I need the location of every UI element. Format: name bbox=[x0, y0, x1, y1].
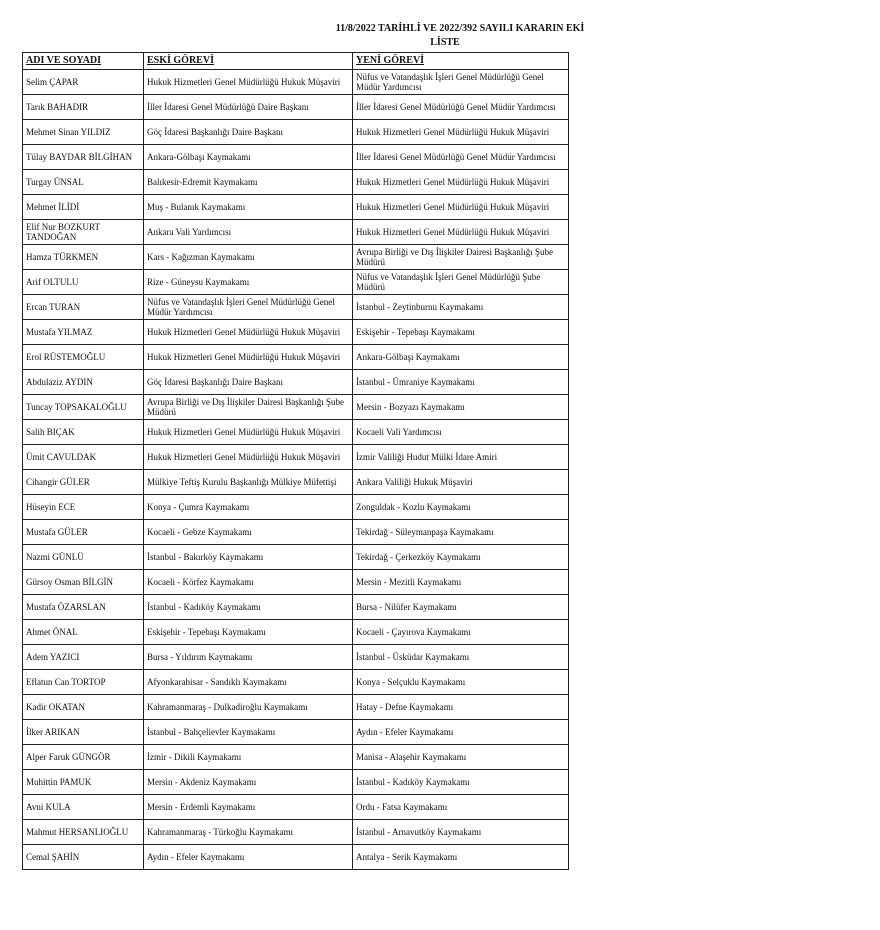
table-row bbox=[23, 620, 569, 645]
table-row bbox=[23, 420, 569, 445]
cell-old-post: İstanbul - Bahçelievler Kaymakamı bbox=[144, 720, 353, 745]
cell-old-post: İzmir - Dikili Kaymakamı bbox=[144, 745, 353, 770]
cell-name: Avni KULA bbox=[23, 795, 144, 820]
appointments-table bbox=[22, 52, 569, 870]
table-row bbox=[23, 220, 569, 245]
cell-new-post: Antalya - Serik Kaymakamı bbox=[353, 845, 569, 870]
cell-new-post: Kocaeli Vali Yardımcısı bbox=[353, 420, 569, 445]
cell-old-post: Hukuk Hizmetleri Genel Müdürlüğü Hukuk Müşaviri bbox=[144, 70, 353, 95]
cell-name: İlker ARIKAN bbox=[23, 720, 144, 745]
cell-new-post: Hukuk Hizmetleri Genel Müdürlüğü Hukuk Müşaviri bbox=[353, 195, 569, 220]
cell-new-post: İstanbul - Üsküdar Kaymakamı bbox=[353, 645, 569, 670]
cell-name: Cemal ŞAHİN bbox=[23, 845, 144, 870]
cell-name: Hüseyin ECE bbox=[23, 495, 144, 520]
cell-name: Tuncay TOPSAKALOĞLU bbox=[23, 395, 144, 420]
cell-name: Selim ÇAPAR bbox=[23, 70, 144, 95]
table-row bbox=[23, 520, 569, 545]
cell-new-post: Hatay - Defne Kaymakamı bbox=[353, 695, 569, 720]
table-row bbox=[23, 795, 569, 820]
cell-new-post: İzmir Valiliği Hudut Mülki İdare Amiri bbox=[353, 445, 569, 470]
cell-new-post: Zonguldak - Kozlu Kaymakamı bbox=[353, 495, 569, 520]
cell-new-post: İstanbul - Kadıköy Kaymakamı bbox=[353, 770, 569, 795]
cell-name: Mehmet Sinan YILDIZ bbox=[23, 120, 144, 145]
cell-new-post: Nüfus ve Vatandaşlık İşleri Genel Müdürlüğü Genel Müdür Yardımcısı bbox=[353, 70, 569, 95]
cell-old-post: Kocaeli - Gebze Kaymakamı bbox=[144, 520, 353, 545]
cell-new-post: Ankara-Gölbaşı Kaymakamı bbox=[353, 345, 569, 370]
cell-old-post: Afyonkarahisar - Sandıklı Kaymakamı bbox=[144, 670, 353, 695]
cell-old-post: Mülkiye Teftiş Kurulu Başkanlığı Mülkiye Müfettişi bbox=[144, 470, 353, 495]
cell-old-post: Hukuk Hizmetleri Genel Müdürlüğü Hukuk Müşaviri bbox=[144, 445, 353, 470]
cell-new-post: İstanbul - Zeytinburnu Kaymakamı bbox=[353, 295, 569, 320]
cell-name: Ahmet ÖNAL bbox=[23, 620, 144, 645]
cell-new-post: Hukuk Hizmetleri Genel Müdürlüğü Hukuk Müşaviri bbox=[353, 120, 569, 145]
cell-name: Cihangir GÜLER bbox=[23, 470, 144, 495]
table-row bbox=[23, 70, 569, 95]
cell-old-post: İstanbul - Bakırköy Kaymakamı bbox=[144, 545, 353, 570]
cell-name: Alper Faruk GÜNGÖR bbox=[23, 745, 144, 770]
table-row bbox=[23, 645, 569, 670]
cell-old-post: Hukuk Hizmetleri Genel Müdürlüğü Hukuk Müşaviri bbox=[144, 320, 353, 345]
cell-new-post: Mersin - Mezitli Kaymakamı bbox=[353, 570, 569, 595]
cell-name: Adem YAZICI bbox=[23, 645, 144, 670]
cell-new-post: Tekirdağ - Süleymanpaşa Kaymakamı bbox=[353, 520, 569, 545]
table-row bbox=[23, 670, 569, 695]
cell-new-post: Ankara Valiliği Hukuk Müşaviri bbox=[353, 470, 569, 495]
column-header-name: ADI VE SOYADI bbox=[23, 53, 144, 70]
cell-name: Turgay ÜNSAL bbox=[23, 170, 144, 195]
cell-name: Mustafa ÖZARSLAN bbox=[23, 595, 144, 620]
cell-name: Mustafa YILMAZ bbox=[23, 320, 144, 345]
table-row bbox=[23, 770, 569, 795]
cell-new-post: Avrupa Birliği ve Dış İlişkiler Dairesi Başkanlığı Şube Müdürü bbox=[353, 245, 569, 270]
cell-name: Salih BIÇAK bbox=[23, 420, 144, 445]
cell-old-post: Mersin - Erdemli Kaymakamı bbox=[144, 795, 353, 820]
table-row bbox=[23, 570, 569, 595]
cell-old-post: Muş - Bulanık Kaymakamı bbox=[144, 195, 353, 220]
cell-name: Ercan TURAN bbox=[23, 295, 144, 320]
cell-new-post: İller İdaresi Genel Müdürlüğü Genel Müdür Yardımcısı bbox=[353, 95, 569, 120]
title-line-decision: 11/8/2022 TARİHLİ VE 2022/392 SAYILI KARARIN EKİ bbox=[335, 23, 585, 34]
cell-name: Hamza TÜRKMEN bbox=[23, 245, 144, 270]
cell-old-post: Göç İdaresi Başkanlığı Daire Başkanı bbox=[144, 120, 353, 145]
cell-new-post: Hukuk Hizmetleri Genel Müdürlüğü Hukuk Müşaviri bbox=[353, 170, 569, 195]
cell-name: Mustafa GÜLER bbox=[23, 520, 144, 545]
cell-new-post: Tekirdağ - Çerkezköy Kaymakamı bbox=[353, 545, 569, 570]
cell-name: Muhittin PAMUK bbox=[23, 770, 144, 795]
cell-new-post: Mersin - Bozyazı Kaymakamı bbox=[353, 395, 569, 420]
cell-old-post: Eskişehir - Tepebaşı Kaymakamı bbox=[144, 620, 353, 645]
table-row bbox=[23, 145, 569, 170]
table-row bbox=[23, 845, 569, 870]
table-row bbox=[23, 470, 569, 495]
cell-name: Nazmi GÜNLÜ bbox=[23, 545, 144, 570]
cell-name: Kadir OKATAN bbox=[23, 695, 144, 720]
cell-old-post: Balıkesir-Edremit Kaymakamı bbox=[144, 170, 353, 195]
cell-name: Mehmet İLİDİ bbox=[23, 195, 144, 220]
cell-name: Abdulaziz AYDIN bbox=[23, 370, 144, 395]
table-row bbox=[23, 170, 569, 195]
cell-old-post: Mersin - Akdeniz Kaymakamı bbox=[144, 770, 353, 795]
cell-old-post: İller İdaresi Genel Müdürlüğü Daire Başkanı bbox=[144, 95, 353, 120]
table-row bbox=[23, 120, 569, 145]
cell-old-post: Rize - Güneysu Kaymakamı bbox=[144, 270, 353, 295]
cell-name: Mahmut HERSANLIOĞLU bbox=[23, 820, 144, 845]
table-row bbox=[23, 295, 569, 320]
cell-old-post: Konya - Çumra Kaymakamı bbox=[144, 495, 353, 520]
table-header-row bbox=[23, 53, 569, 70]
cell-new-post: İller İdaresi Genel Müdürlüğü Genel Müdür Yardımcısı bbox=[353, 145, 569, 170]
cell-old-post: Kahramanmaraş - Türkoğlu Kaymakamı bbox=[144, 820, 353, 845]
cell-name: Eflatun Can TORTOP bbox=[23, 670, 144, 695]
cell-old-post: Kocaeli - Körfez Kaymakamı bbox=[144, 570, 353, 595]
cell-new-post: Bursa - Nilüfer Kaymakamı bbox=[353, 595, 569, 620]
title-line-list: LİSTE bbox=[430, 37, 460, 48]
cell-old-post: Hukuk Hizmetleri Genel Müdürlüğü Hukuk Müşaviri bbox=[144, 420, 353, 445]
cell-old-post: Ankara Vali Yardımcısı bbox=[144, 220, 353, 245]
cell-old-post: Bursa - Yıldırım Kaymakamı bbox=[144, 645, 353, 670]
cell-new-post: Konya - Selçuklu Kaymakamı bbox=[353, 670, 569, 695]
cell-new-post: Nüfus ve Vatandaşlık İşleri Genel Müdürlüğü Şube Müdürü bbox=[353, 270, 569, 295]
document-title bbox=[0, 22, 880, 50]
cell-old-post: Ankara-Gölbaşı Kaymakamı bbox=[144, 145, 353, 170]
cell-name: Gürsoy Osman BİLGİN bbox=[23, 570, 144, 595]
cell-name: Erol RÜSTEMOĞLU bbox=[23, 345, 144, 370]
cell-new-post: Kocaeli - Çayırova Kaymakamı bbox=[353, 620, 569, 645]
cell-old-post: Kars - Kağızman Kaymakamı bbox=[144, 245, 353, 270]
table-row bbox=[23, 245, 569, 270]
cell-new-post: Manisa - Alaşehir Kaymakamı bbox=[353, 745, 569, 770]
cell-old-post: Aydın - Efeler Kaymakamı bbox=[144, 845, 353, 870]
cell-old-post: Kahramanmaraş - Dulkadiroğlu Kaymakamı bbox=[144, 695, 353, 720]
cell-old-post: Avrupa Birliği ve Dış İlişkiler Dairesi Başkanlığı Şube Müdürü bbox=[144, 395, 353, 420]
table-row bbox=[23, 545, 569, 570]
cell-new-post: İstanbul - Arnavutköy Kaymakamı bbox=[353, 820, 569, 845]
cell-new-post: Eskişehir - Tepebaşı Kaymakamı bbox=[353, 320, 569, 345]
column-header-old-post: ESKİ GÖREVİ bbox=[144, 53, 353, 70]
table-row bbox=[23, 720, 569, 745]
column-header-new-post: YENİ GÖREVİ bbox=[353, 53, 569, 70]
cell-name: Elif Nur BOZKURT TANDOĞAN bbox=[23, 220, 144, 245]
table-row bbox=[23, 270, 569, 295]
table-row bbox=[23, 345, 569, 370]
table-row bbox=[23, 495, 569, 520]
table-row bbox=[23, 595, 569, 620]
table-row bbox=[23, 370, 569, 395]
cell-name: Ümit CAVULDAK bbox=[23, 445, 144, 470]
table-row bbox=[23, 395, 569, 420]
cell-new-post: Hukuk Hizmetleri Genel Müdürlüğü Hukuk Müşaviri bbox=[353, 220, 569, 245]
table-row bbox=[23, 195, 569, 220]
table-row bbox=[23, 820, 569, 845]
table-row bbox=[23, 745, 569, 770]
table-body bbox=[23, 70, 569, 870]
cell-name: Tülay BAYDAR BİLGİHAN bbox=[23, 145, 144, 170]
table-row bbox=[23, 695, 569, 720]
cell-old-post: Nüfus ve Vatandaşlık İşleri Genel Müdürlüğü Genel Müdür Yardımcısı bbox=[144, 295, 353, 320]
table-row bbox=[23, 320, 569, 345]
table-row bbox=[23, 95, 569, 120]
cell-new-post: Ordu - Fatsa Kaymakamı bbox=[353, 795, 569, 820]
cell-name: Tarık BAHADIR bbox=[23, 95, 144, 120]
cell-new-post: Aydın - Efeler Kaymakamı bbox=[353, 720, 569, 745]
cell-new-post: İstanbul - Ümraniye Kaymakamı bbox=[353, 370, 569, 395]
cell-old-post: İstanbul - Kadıköy Kaymakamı bbox=[144, 595, 353, 620]
cell-old-post: Göç İdaresi Başkanlığı Daire Başkanı bbox=[144, 370, 353, 395]
cell-old-post: Hukuk Hizmetleri Genel Müdürlüğü Hukuk Müşaviri bbox=[144, 345, 353, 370]
table-row bbox=[23, 445, 569, 470]
cell-name: Arif OLTULU bbox=[23, 270, 144, 295]
